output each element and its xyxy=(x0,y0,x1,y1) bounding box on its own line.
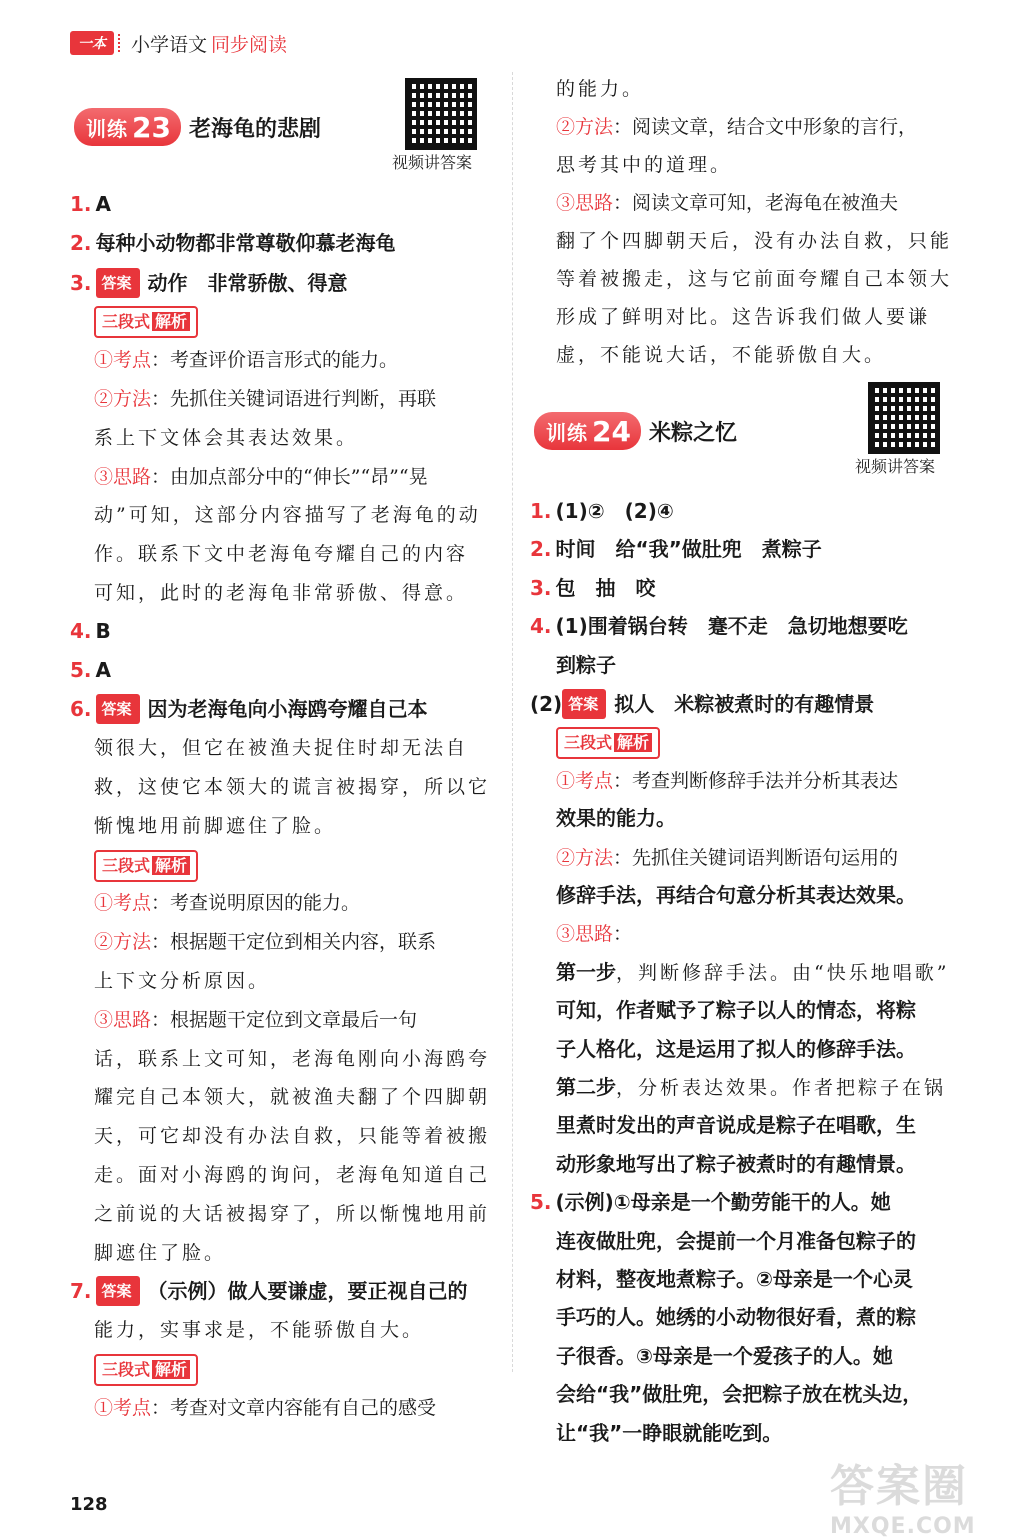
question-number: 1. xyxy=(70,192,92,216)
answer-line xyxy=(94,1354,198,1386)
answer-text: 上下文分析原因。 xyxy=(94,970,271,992)
watermark-logo: 答案圈 xyxy=(830,1461,968,1512)
lesson-23-badge xyxy=(74,108,181,146)
answer-text: ：考查对文章内容能有自己的感受 xyxy=(151,1396,437,1419)
answer-line xyxy=(94,500,481,529)
step-label: 第一步 xyxy=(556,959,616,984)
point-label: ②方法 xyxy=(94,931,152,954)
answer-text: ：根据题干定位到相关内容，联系 xyxy=(151,931,437,954)
answer-text: 天，可它却没有办法自救，只能等着被搬 xyxy=(94,1125,491,1148)
answer-text: 之前说的大话被揭穿了，所以惭愧地用前 xyxy=(94,1202,491,1225)
answer-text: 等着被搬走，这与它前面夸耀自己本领大 xyxy=(556,268,953,290)
question-number: 4. xyxy=(530,614,552,639)
lesson-23-title: 老海龟的悲剧 xyxy=(188,115,321,142)
point-label: ③思路 xyxy=(94,1008,152,1031)
answer-line xyxy=(556,881,916,909)
answer-line xyxy=(556,1035,916,1063)
question-number: 3. xyxy=(530,575,552,600)
answer-line xyxy=(94,1082,490,1111)
answer-line xyxy=(556,1073,946,1102)
question-number: 5. xyxy=(70,657,92,682)
answer-line xyxy=(556,919,632,948)
answer-line xyxy=(530,689,874,719)
answer-line xyxy=(94,733,468,762)
answer-line xyxy=(556,1303,916,1331)
answer-text: A xyxy=(95,657,111,682)
question-number: 5. xyxy=(530,1190,552,1215)
badge-number: 23 xyxy=(132,110,171,144)
answer-text: 里煮时发出的声音说成是粽子在唱歌，生 xyxy=(556,1113,916,1138)
analysis-tag xyxy=(94,306,198,338)
lesson-24-badge xyxy=(534,412,641,450)
answer-line xyxy=(530,612,908,640)
answer-text: 救，这使它本领大的谎言被揭穿，所以它 xyxy=(94,776,491,798)
answer-text: 思考其中的道理。 xyxy=(556,154,733,176)
badge-word: 训练 xyxy=(546,420,588,445)
answer-line xyxy=(94,1121,490,1150)
answer-text: ：根据题干定位到文章最后一句 xyxy=(151,1008,418,1031)
point-label: ②方法 xyxy=(556,116,614,138)
answer-text: 领很大，但它在被渔夫捉住时却无法自 xyxy=(94,737,469,760)
answer-text: ，判断修辞手法。由“快乐地唱歌” xyxy=(616,961,950,984)
answer-text: 能力，实事求是，不能骄傲自大。 xyxy=(94,1319,425,1342)
answer-text: ：先抓住关键词语判断语句运用的 xyxy=(613,846,899,869)
answer-text: 脚遮住了脸。 xyxy=(94,1241,227,1264)
answer-line xyxy=(94,1044,490,1073)
answer-line xyxy=(530,535,822,563)
answer-line xyxy=(556,1380,922,1408)
answer-text: 子很香。③母亲是一个爱孩子的人。她 xyxy=(556,1343,893,1368)
question-number: 4. xyxy=(70,618,92,643)
answer-line xyxy=(556,226,952,255)
answer-text: 系上下文体会其表达效果。 xyxy=(94,426,359,449)
answer-line xyxy=(70,694,428,724)
column-divider xyxy=(512,72,513,1372)
answer-text: （示例）做人要谦虚，要正视自己的 xyxy=(147,1279,468,1304)
answer-line xyxy=(556,340,886,369)
answer-text: 耀完自己本领大，就被渔夫翻了个四脚朝 xyxy=(94,1086,491,1109)
point-label: ①考点 xyxy=(94,349,152,372)
answer-line xyxy=(556,766,898,795)
answer-line xyxy=(94,811,336,840)
answer-line xyxy=(94,306,198,338)
answer-text: 可知，作者赋予了粽子以人的情态，将粽 xyxy=(556,998,916,1023)
answer-text: 形成了鲜明对比。这告诉我们做人要谦 xyxy=(556,306,931,328)
answer-text: 走。面对小海鸥的询问，老海龟知道自己 xyxy=(94,1164,491,1186)
point-label: ③思路 xyxy=(556,192,614,214)
question-number: 6. xyxy=(70,697,92,722)
answer-line xyxy=(556,264,952,293)
watermark-url: MXQE.COM xyxy=(830,1514,976,1539)
answer-line xyxy=(94,384,436,413)
answer-line xyxy=(556,996,916,1024)
answer-text: 修辞手法，再结合句意分析其表达效果。 xyxy=(556,883,916,907)
answer-text: ：考查判断修辞手法并分析其表达 xyxy=(613,769,899,792)
analysis-tag xyxy=(94,850,198,882)
analysis-tag-label: 三段式 xyxy=(102,312,151,332)
answer-text: 让“我”一睁眼就能吃到。 xyxy=(556,1420,783,1445)
analysis-tag-label: 三段式 xyxy=(564,733,613,753)
analysis-tag-highlight: 解析 xyxy=(152,312,190,331)
answer-line xyxy=(94,462,428,491)
point-label: ①考点 xyxy=(94,1396,152,1419)
answer-line xyxy=(530,1188,891,1216)
answer-line xyxy=(70,190,111,218)
answer-line xyxy=(556,150,732,179)
answer-text: 话，联系上文可知，老海龟刚向小海鸥夸 xyxy=(94,1047,491,1070)
answer-line xyxy=(556,843,898,872)
point-label: ②方法 xyxy=(556,846,614,869)
brand-logo: 一本 xyxy=(70,31,114,55)
answer-text: ：阅读文章，结合文中形象的言行， xyxy=(613,116,918,138)
answer-line xyxy=(556,74,644,103)
answer-line xyxy=(70,656,111,684)
answer-line xyxy=(556,1227,916,1255)
qr-caption: 视频讲答案 xyxy=(855,457,936,476)
answer-text: 动形象地写出了粽子被煮时的有趣情景。 xyxy=(556,1151,916,1176)
answer-text: ： xyxy=(613,923,633,946)
qr-code-icon[interactable] xyxy=(405,78,477,150)
answer-text: ：先抓住关键词语进行判断，再联 xyxy=(151,388,437,410)
question-number: 7. xyxy=(70,1279,92,1304)
answer-tag: 答案 xyxy=(562,689,606,719)
answer-text: 动作 非常骄傲、得意 xyxy=(147,270,348,295)
answer-line xyxy=(530,574,656,602)
question-number: 2. xyxy=(70,230,92,255)
answer-text: 每种小动物都非常尊敬仰慕老海龟 xyxy=(95,230,396,255)
analysis-tag-highlight: 解析 xyxy=(152,856,190,875)
analysis-tag-label: 三段式 xyxy=(102,855,151,875)
answer-line xyxy=(94,966,270,995)
analysis-tag xyxy=(94,1354,198,1386)
answer-line xyxy=(556,112,917,141)
answer-text: B xyxy=(95,618,111,643)
answer-line xyxy=(556,727,660,759)
answer-line xyxy=(70,229,396,257)
answer-line xyxy=(94,850,198,882)
sub-number: (2) xyxy=(530,692,563,716)
book-title: 小学语文 xyxy=(131,33,208,56)
answer-line xyxy=(94,345,398,374)
watermark xyxy=(830,1450,1010,1539)
answer-text: (1)② (2)④ xyxy=(555,499,674,523)
answer-text: A xyxy=(95,192,111,216)
answer-line xyxy=(556,1111,916,1139)
question-number: 2. xyxy=(530,537,552,562)
answer-line xyxy=(556,302,930,331)
qr-code-icon[interactable] xyxy=(868,382,940,454)
answer-line xyxy=(556,188,898,217)
analysis-tag xyxy=(556,727,660,759)
answer-text: 子人格化，这是运用了拟人的修辞手法。 xyxy=(556,1036,916,1061)
lesson-24-title: 米粽之忆 xyxy=(648,419,737,446)
answer-line xyxy=(70,617,111,645)
answer-text: 包 抽 咬 xyxy=(555,575,656,600)
answer-text: 拟人 米粽被煮时的有趣情景 xyxy=(614,692,875,716)
point-label: ③思路 xyxy=(94,465,152,488)
answer-line xyxy=(530,497,674,525)
answer-line xyxy=(94,539,468,568)
answer-text: ：阅读文章可知，老海龟在被渔夫 xyxy=(613,192,899,214)
answer-line xyxy=(94,1238,226,1267)
answer-line xyxy=(94,578,468,607)
answer-line xyxy=(556,804,676,832)
answer-line xyxy=(94,772,490,801)
lesson-24-heading xyxy=(534,412,737,450)
badge-number: 24 xyxy=(592,414,631,448)
answer-line xyxy=(556,1265,913,1293)
qr-caption: 视频讲答案 xyxy=(392,153,473,172)
answer-text: 效果的能力。 xyxy=(556,806,676,831)
answer-text: ，分析表达效果。作者把粽子在锅 xyxy=(616,1077,947,1099)
answer-text: 到粽子 xyxy=(556,652,616,677)
answer-line xyxy=(94,1315,424,1344)
point-label: ①考点 xyxy=(94,892,152,915)
answer-line xyxy=(94,1005,417,1034)
answer-tag: 答案 xyxy=(96,694,140,724)
answer-text: 虚，不能说大话，不能骄傲自大。 xyxy=(556,344,887,366)
answer-text: 作。联系下文中老海龟夸耀自己的内容 xyxy=(94,543,469,566)
answer-line xyxy=(94,1199,490,1228)
point-label: ①考点 xyxy=(556,769,614,792)
answer-text: ：考查评价语言形式的能力。 xyxy=(151,349,399,372)
page-header xyxy=(70,28,287,58)
answer-text: 可知，此时的老海龟非常骄傲、得意。 xyxy=(94,582,469,604)
badge-word: 训练 xyxy=(86,116,128,141)
brand-divider xyxy=(118,34,123,52)
answer-text: 惭愧地用前脚遮住了脸。 xyxy=(94,814,337,837)
answer-text: 动”可知，这部分内容描写了老海龟的动 xyxy=(94,504,481,527)
answer-text: (1)围着锅台转 蹇不走 急切地想要吃 xyxy=(555,614,908,639)
answer-text: 时间 给“我”做肚兜 煮粽子 xyxy=(555,537,822,562)
answer-text: 翻了个四脚朝天后，没有办法自救，只能 xyxy=(556,230,953,252)
analysis-tag-highlight: 解析 xyxy=(614,733,652,752)
point-label: ③思路 xyxy=(556,923,614,946)
answer-line xyxy=(70,1276,468,1306)
answer-line xyxy=(94,927,436,956)
step-label: 第二步 xyxy=(556,1075,616,1099)
answer-line xyxy=(556,958,949,987)
question-number: 3. xyxy=(70,270,92,295)
answer-line xyxy=(94,1393,436,1422)
analysis-tag-highlight: 解析 xyxy=(152,1360,190,1379)
page-number: 128 xyxy=(70,1494,108,1515)
answer-tag: 答案 xyxy=(96,1276,140,1306)
lesson-23-heading xyxy=(74,108,321,146)
analysis-tag-label: 三段式 xyxy=(102,1360,151,1379)
answer-text: 连夜做肚兜，会提前一个月准备包粽子的 xyxy=(556,1228,916,1253)
answer-line xyxy=(94,1160,490,1189)
answer-line xyxy=(70,268,348,298)
answer-text: ：由加点部分中的“伸长”“昂”“晃 xyxy=(151,465,428,488)
book-subtitle: 同步阅读 xyxy=(211,33,288,56)
answer-tag: 答案 xyxy=(96,268,140,298)
answer-line xyxy=(94,423,358,452)
answer-text: 材料，整夜地煮粽子。②母亲是一个心灵 xyxy=(556,1267,913,1291)
answer-text: 因为老海龟向小海鸥夸耀自己本 xyxy=(147,697,428,722)
answer-line xyxy=(94,888,360,917)
answer-text: 会给“我”做肚兜，会把粽子放在枕头边， xyxy=(556,1382,923,1407)
question-number: 1. xyxy=(530,499,552,523)
answer-line xyxy=(556,651,616,679)
point-label: ②方法 xyxy=(94,388,152,410)
answer-text: ：考查说明原因的能力。 xyxy=(151,892,361,915)
answer-text: 手巧的人。她绣的小动物很好看，煮的粽 xyxy=(556,1305,916,1330)
answer-text: (示例)①母亲是一个勤劳能干的人。她 xyxy=(555,1190,891,1215)
answer-line xyxy=(556,1150,916,1178)
answer-text: 的能力。 xyxy=(556,78,645,100)
answer-line xyxy=(556,1342,893,1370)
answer-line xyxy=(556,1419,782,1447)
